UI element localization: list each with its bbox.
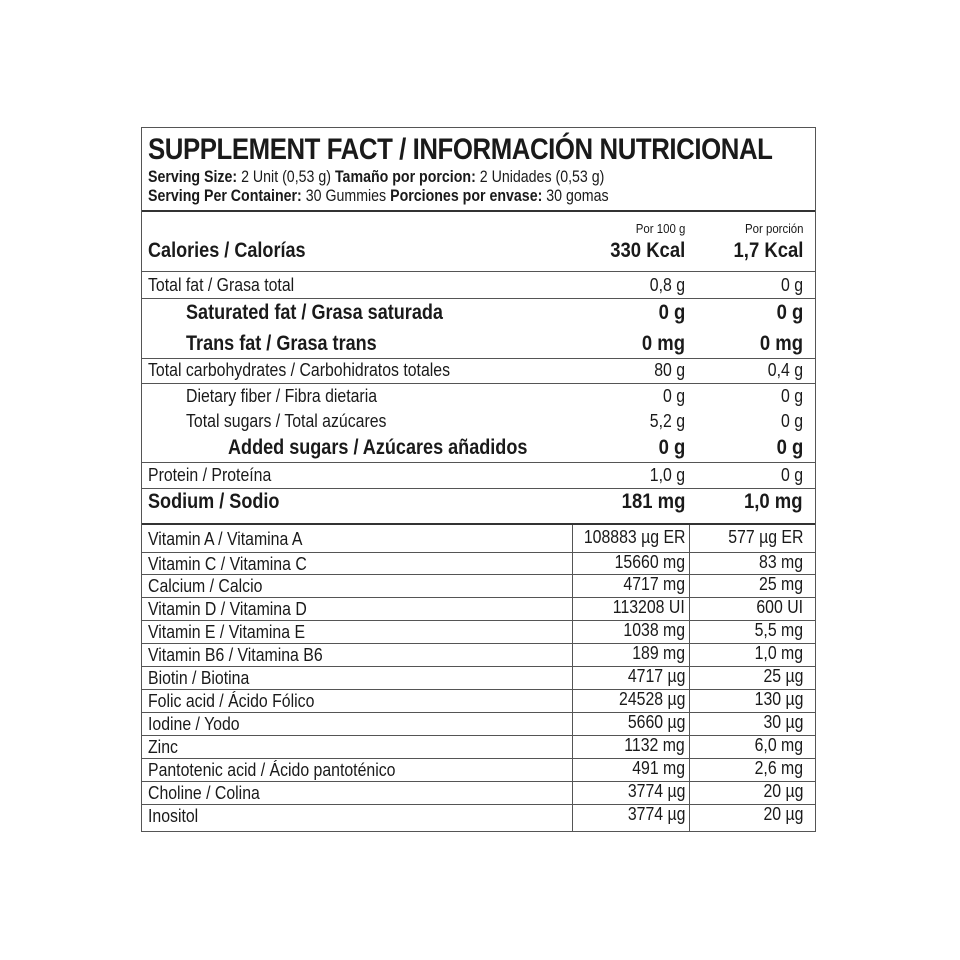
vitamin-label: Vitamin D / Vitamina D (148, 599, 307, 619)
nutrient-per-100g: 0 mg (641, 332, 685, 355)
nutrient-per-100g: 80 g (654, 360, 685, 380)
supplement-facts-panel (141, 127, 816, 832)
vitamin-label: Pantotenic acid / Ácido pantoténico (148, 760, 396, 780)
calories-label: Calories / Calorías (148, 239, 306, 262)
nutrient-per-serving: 0,4 g (767, 360, 803, 380)
vitamin-per-100g: 113208 UI (613, 597, 685, 617)
nutrient-label: Total carbohydrates / Carbohidratos totales (148, 360, 451, 380)
nutrient-per-serving: 0 mg (759, 332, 803, 355)
vitamin-per-serving: 20 µg (763, 804, 803, 824)
divider (142, 781, 815, 782)
vitamin-label: Vitamin C / Vitamina C (148, 554, 307, 574)
vitamin-per-100g: 1038 mg (623, 620, 685, 640)
tamano-porcion-value: 2 Unidades (0,53 g) (479, 168, 605, 186)
vitamin-label: Zinc (148, 737, 178, 757)
vitamin-per-100g: 15660 mg (614, 552, 685, 572)
nutrient-per-100g: 1,0 g (649, 465, 685, 485)
vitamin-label: Biotin / Biotina (148, 668, 250, 688)
divider (142, 523, 815, 525)
nutrient-per-serving: 0 g (776, 436, 803, 459)
nutrient-per-serving: 0 g (780, 275, 803, 295)
header-per-serving: Por porción (744, 221, 803, 236)
nutrient-per-serving: 0 g (780, 386, 803, 406)
servings-per-container-value: 30 Gummies (305, 187, 387, 205)
vitamin-label: Choline / Colina (148, 783, 260, 803)
nutrient-label: Dietary fiber / Fibra dietaria (186, 386, 378, 406)
nutrient-per-serving: 0 g (776, 301, 803, 324)
divider (142, 298, 815, 299)
vitamin-per-serving: 1,0 mg (754, 643, 803, 663)
divider (142, 271, 815, 272)
vitamin-label: Iodine / Yodo (148, 714, 240, 734)
calories-per-100g: 330 Kcal (609, 239, 685, 262)
serving-size-line (148, 167, 679, 187)
serving-size-label: Serving Size: (148, 168, 238, 186)
divider (142, 574, 815, 575)
vitamin-per-serving: 600 UI (756, 597, 803, 617)
porciones-envase-value: 30 gomas (546, 187, 609, 205)
vitamin-per-serving: 30 µg (763, 712, 803, 732)
nutrient-per-100g: 5,2 g (649, 411, 685, 431)
nutrient-per-100g: 0 g (658, 301, 685, 324)
nutrient-label: Added sugars / Azúcares añadidos (228, 436, 528, 459)
vitamin-per-100g: 24528 µg (618, 689, 685, 709)
nutrient-per-serving: 0 g (780, 411, 803, 431)
vitamin-label: Vitamin B6 / Vitamina B6 (148, 645, 323, 665)
vitamin-per-100g: 108883 µg ER (583, 527, 685, 547)
servings-per-container-label: Serving Per Container: (148, 187, 302, 205)
nutrient-label: Total fat / Grasa total (148, 275, 295, 295)
vitamin-label: Vitamin E / Vitamina E (148, 622, 306, 642)
nutrient-label: Sodium / Sodio (148, 490, 280, 513)
vitamin-label: Inositol (148, 806, 199, 826)
divider (142, 462, 815, 463)
porciones-envase-label: Porciones por envase: (390, 187, 543, 205)
nutrient-per-100g: 0,8 g (649, 275, 685, 295)
vitamin-label: Calcium / Calcio (148, 576, 263, 596)
panel-title: SUPPLEMENT FACT / INFORMACIÓN NUTRICIONAL (148, 133, 773, 166)
divider (142, 597, 815, 598)
header-per-100g: Por 100 g (635, 221, 685, 236)
nutrient-per-serving: 0 g (780, 465, 803, 485)
divider (142, 804, 815, 805)
tamano-porcion-label: Tamaño por porcion: (334, 168, 476, 186)
nutrient-label: Saturated fat / Grasa saturada (186, 301, 443, 324)
column-divider (689, 525, 690, 831)
vitamin-per-100g: 189 mg (632, 643, 685, 663)
vitamin-per-100g: 5660 µg (627, 712, 685, 732)
nutrient-per-100g: 181 mg (621, 490, 685, 513)
vitamin-per-serving: 5,5 mg (754, 620, 803, 640)
divider (142, 620, 815, 621)
divider (142, 488, 815, 489)
vitamin-per-100g: 3774 µg (627, 781, 685, 801)
vitamin-per-100g: 3774 µg (627, 804, 685, 824)
nutrient-per-100g: 0 g (658, 436, 685, 459)
calories-per-serving: 1,7 Kcal (733, 239, 803, 262)
vitamin-per-serving: 130 µg (754, 689, 803, 709)
divider (142, 643, 815, 644)
divider (142, 666, 815, 667)
divider (142, 383, 815, 384)
nutrient-label: Trans fat / Grasa trans (186, 332, 377, 355)
vitamin-per-serving: 25 mg (758, 574, 803, 594)
vitamin-per-serving: 83 mg (758, 552, 803, 572)
vitamin-per-100g: 1132 mg (624, 735, 685, 755)
divider (142, 712, 815, 713)
divider (142, 210, 815, 212)
vitamin-per-serving: 6,0 mg (754, 735, 803, 755)
vitamin-per-serving: 20 µg (763, 781, 803, 801)
vitamin-per-100g: 4717 µg (627, 666, 685, 686)
vitamin-per-serving: 2,6 mg (754, 758, 803, 778)
vitamin-label: Folic acid / Ácido Fólico (148, 691, 315, 711)
servings-per-container-line (148, 186, 684, 206)
nutrient-per-serving: 1,0 mg (744, 490, 803, 513)
serving-size-value: 2 Unit (0,53 g) (241, 168, 331, 186)
vitamin-per-100g: 491 mg (632, 758, 685, 778)
nutrient-label: Protein / Proteína (148, 465, 272, 485)
vitamin-per-serving: 577 µg ER (727, 527, 803, 547)
vitamin-per-serving: 25 µg (763, 666, 803, 686)
divider (142, 735, 815, 736)
nutrient-per-100g: 0 g (662, 386, 685, 406)
divider (142, 552, 815, 553)
vitamin-per-100g: 4717 mg (623, 574, 685, 594)
vitamin-label: Vitamin A / Vitamina A (148, 529, 303, 549)
divider (142, 758, 815, 759)
nutrient-label: Total sugars / Total azúcares (186, 411, 387, 431)
column-divider (572, 525, 573, 831)
divider (142, 358, 815, 359)
divider (142, 689, 815, 690)
